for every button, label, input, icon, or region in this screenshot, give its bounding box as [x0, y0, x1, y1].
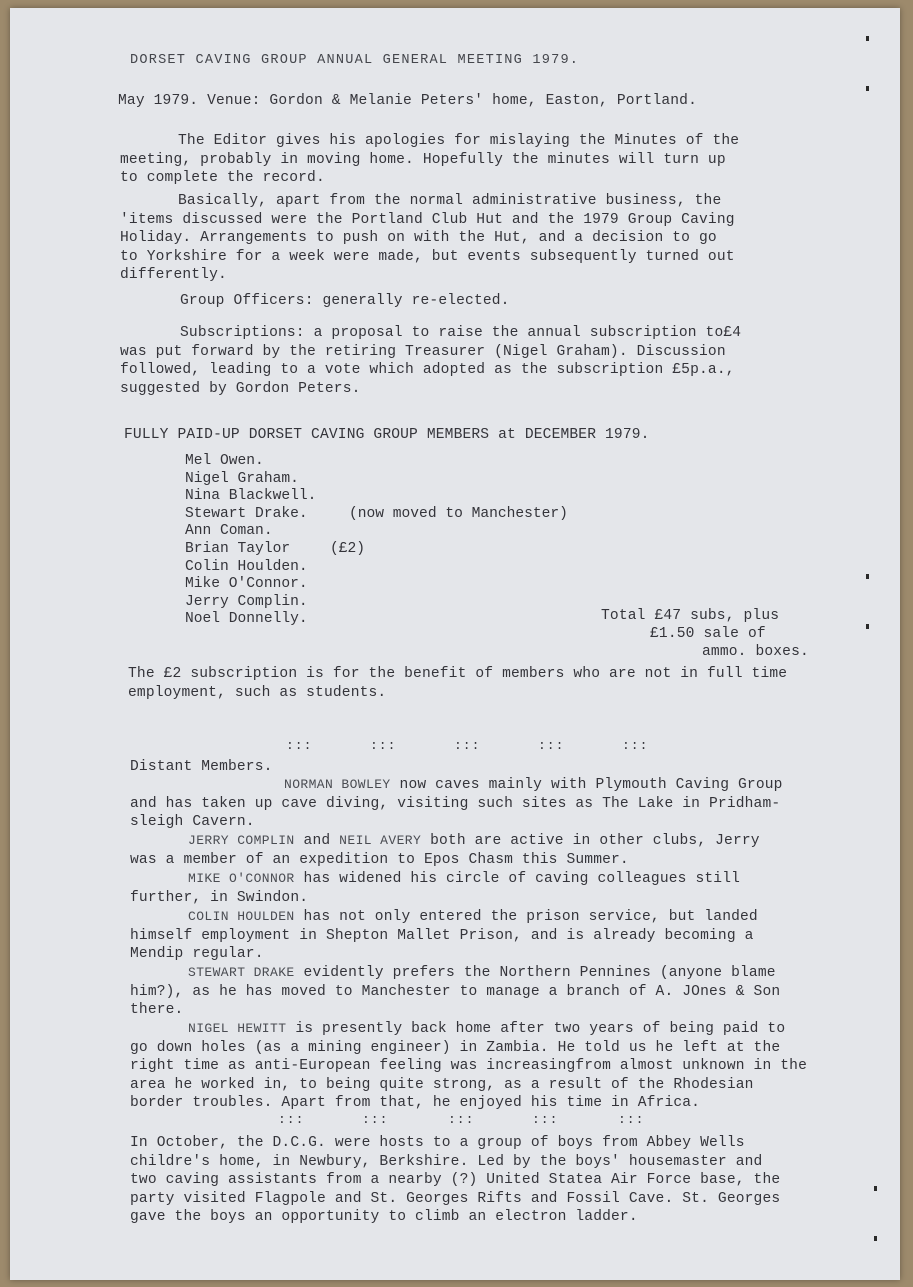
- subscription-note: The £2 subscription is for the benefit of members who are not in full time employment, such as students.: [128, 666, 788, 701]
- list-item: [185, 488, 316, 506]
- member-name: Ann Coman.: [185, 523, 273, 540]
- list-item: [185, 505, 568, 524]
- subscriptions-paragraph: Subscriptions: a proposal to raise the annual subscription to£4 was put forward by the retiring Treasurer (Nigel Graham). Discussion followed, leading to a vote which adopted as the subscription £5p.a., suggested by Gordon Peters.: [120, 325, 742, 397]
- member-caps-name: NIGEL HEWITT: [188, 1021, 287, 1036]
- list-item: [185, 594, 316, 612]
- binder-hole-mark: [874, 1236, 877, 1241]
- member-name: Mel Owen.: [185, 453, 264, 469]
- binder-hole-mark: [866, 574, 869, 579]
- member-name: Nina Blackwell.: [185, 488, 317, 505]
- member-caps-name: MIKE O'CONNOR: [188, 871, 295, 886]
- document-body: DORSET CAVING GROUP ANNUAL GENERAL MEETING 1979. May 1979. Venue: Gordon & Melanie Peters' home, Easton, Portland. The Editor gives his apologies for mislaying the Minutes of the meeting, probably in moving home. Hopefully the minutes will turn up to complete the record. Basically, apart from the normal administrative business, the 'items discussed were the Portland Club Hut and the 1979 Group Caving Holiday. Arrangements to push on with the Hut, and a decision to go to Yorkshire for a week were made, but events subsequently turned out differently. Group Officers: generally re-elected. Subscriptions: a proposal to raise the annual subscription to£4 was put forward by the retiring Treasurer (Nigel Graham). Discussion followed, leading to a vote which adopted as the subscription £5p.a., suggested by Gordon Peters. FULLY PAID-UP DORSET CAVING GROUP MEMBERS at DECEMBER 1979. Mel Owen. Nigel Graham. Nina Blackwell. Stewart Drake. (now moved to Manchester) Ann Coman. Brian Taylor (£2) Colin Houlden. Mike O'Connor. Jerry Complin. Noel Donnelly. Total £47 subs, plus £1.50 sale of ammo. boxes. The £2 subscription is for the benefit of members who are not in full time employment, such as students. ::: ::: ::: ::: ::: Distant Members. NORMAN BOWLEY now caves mainly with Plymouth Caving Group and has taken up cave diving, visiting such sites as The Lake in Pridham- sleigh Cavern. JERRY COMPLIN and NEIL AVERY both are active in other clubs, Jerry was a member of an expedition to Epos Chasm this Summer. MIKE O'CONNOR has widened his circle of caving colleagues still further, in Swindon. COLIN HOULDEN has not only entered the prison service, but landed himself employment in Shepton Mallet Prison, and is already becoming a Mendip regular. STEWART DRAKE evidently prefers the Northern Pennines (anyone blame him?), as he has moved to Manchester to manage a branch of A. JOnes & Son there. NIGEL HEWITT is presently back home after two years of being paid to go down holes (as a mining engineer) in Zambia. He told us he left at the right time as anti-European feeling was increasingfrom almost unknown in the area he worked in, to being quite strong, as a result of the Rhodesian border troubles. Apart from that, he enjoyed his time in Africa. ::: ::: ::: ::: ::: In October, the D.C.G. were hosts to a group of boys from Abbey Wells childre's home, in Newbury, Berkshire. Led by the boys' housemaster and two caving assistants from a nearby (?) United Statea Air Force base, the party visited Flagpole and St. Georges Rifts and Fossil Cave. St. Georges gave the boys an opportunity to climb an electron ladder.: [118, 53, 809, 1225]
- apology-paragraph: The Editor gives his apologies for mislaying the Minutes of the meeting, probably in moving home. Hopefully the minutes will turn up to complete the record.: [120, 133, 740, 186]
- binder-hole-mark: [866, 624, 869, 629]
- distant-heading: Distant Members.: [130, 759, 273, 775]
- members-heading: FULLY PAID-UP DORSET CAVING GROUP MEMBERS at DECEMBER 1979.: [124, 427, 650, 443]
- list-item: [185, 576, 316, 594]
- member-name: Brian Taylor: [185, 540, 291, 557]
- member-list: [185, 453, 568, 629]
- list-item: [185, 523, 316, 541]
- member-caps-name: JERRY COMPLIN: [188, 833, 295, 848]
- binder-hole-mark: [866, 86, 869, 91]
- member-caps-name: STEWART DRAKE: [188, 965, 295, 980]
- distant-complin: JERRY COMPLIN and NEIL AVERY both are active in other clubs, Jerry was a member of an expedition to Epos Chasm this Summer.: [130, 833, 760, 868]
- paper-sheet: [10, 8, 900, 1280]
- member-note: (£2): [330, 540, 366, 557]
- member-name: Mike O'Connor.: [185, 576, 308, 593]
- member-note: (now moved to Manchester): [349, 505, 568, 522]
- member-caps-name: COLIN HOULDEN: [188, 909, 295, 924]
- distant-oconnor: MIKE O'CONNOR has widened his circle of caving colleagues still further, in Swindon.: [130, 871, 741, 906]
- member-caps-name: NEIL AVERY: [339, 833, 422, 848]
- distant-drake: STEWART DRAKE evidently prefers the Northern Pennines (anyone blame him?), as he has moved to Manchester to manage a branch of A. JOnes & Son there.: [130, 965, 781, 1018]
- member-name: Stewart Drake.: [185, 505, 308, 522]
- distant-hewitt: NIGEL HEWITT is presently back home after two years of being paid to go down holes (as a mining engineer) in Zambia. He told us he left at the right time as anti-European feeling was increasingfrom almost unknown in the area he worked in, to being quite strong, as a result of the Rhodesian border troubles. Apart from that, he enjoyed his time in Africa.: [130, 1021, 807, 1111]
- october-paragraph: In October, the D.C.G. were hosts to a group of boys from Abbey Wells childre's home, in Newbury, Berkshire. Led by the boys' housemaster and two caving assistants from a nearby (?) United Statea Air Force base, the party visited Flagpole and St. Georges Rifts and Fossil Cave. St. Georges gave the boys an opportunity to climb an electron ladder.: [130, 1135, 781, 1225]
- member-name: Nigel Graham.: [185, 470, 299, 487]
- member-caps-name: NORMAN BOWLEY: [284, 777, 391, 792]
- list-item: [185, 453, 316, 471]
- list-item: [185, 559, 316, 577]
- distant-houlden: COLIN HOULDEN has not only entered the prison service, but landed himself employment in Shepton Mallet Prison, and is already becoming a Mendip regular.: [130, 909, 758, 962]
- list-item: [185, 611, 316, 629]
- venue-line: May 1979. Venue: Gordon & Melanie Peters' home, Easton, Portland.: [118, 93, 697, 109]
- document-header: DORSET CAVING GROUP ANNUAL GENERAL MEETING 1979.: [130, 53, 580, 68]
- binder-hole-mark: [874, 1186, 877, 1191]
- binder-hole-mark: [866, 36, 869, 41]
- member-name: Colin Houlden.: [185, 558, 308, 575]
- list-item: [185, 471, 316, 489]
- member-name: Noel Donnelly.: [185, 611, 308, 628]
- officers-line: Group Officers: generally re-elected.: [180, 293, 510, 309]
- business-paragraph: Basically, apart from the normal administrative business, the 'items discussed were the Portland Club Hut and the 1979 Group Caving Holiday. Arrangements to push on with the Hut, and a decision to go to Yorkshire for a week were made, but events subsequently turned out differently.: [120, 193, 735, 283]
- distant-bowley: NORMAN BOWLEY now caves mainly with Plymouth Caving Group and has taken up cave diving, visiting such sites as The Lake in Pridham- sleigh Cavern.: [130, 777, 783, 830]
- member-name: Jerry Complin.: [185, 593, 308, 610]
- list-item: [185, 540, 366, 559]
